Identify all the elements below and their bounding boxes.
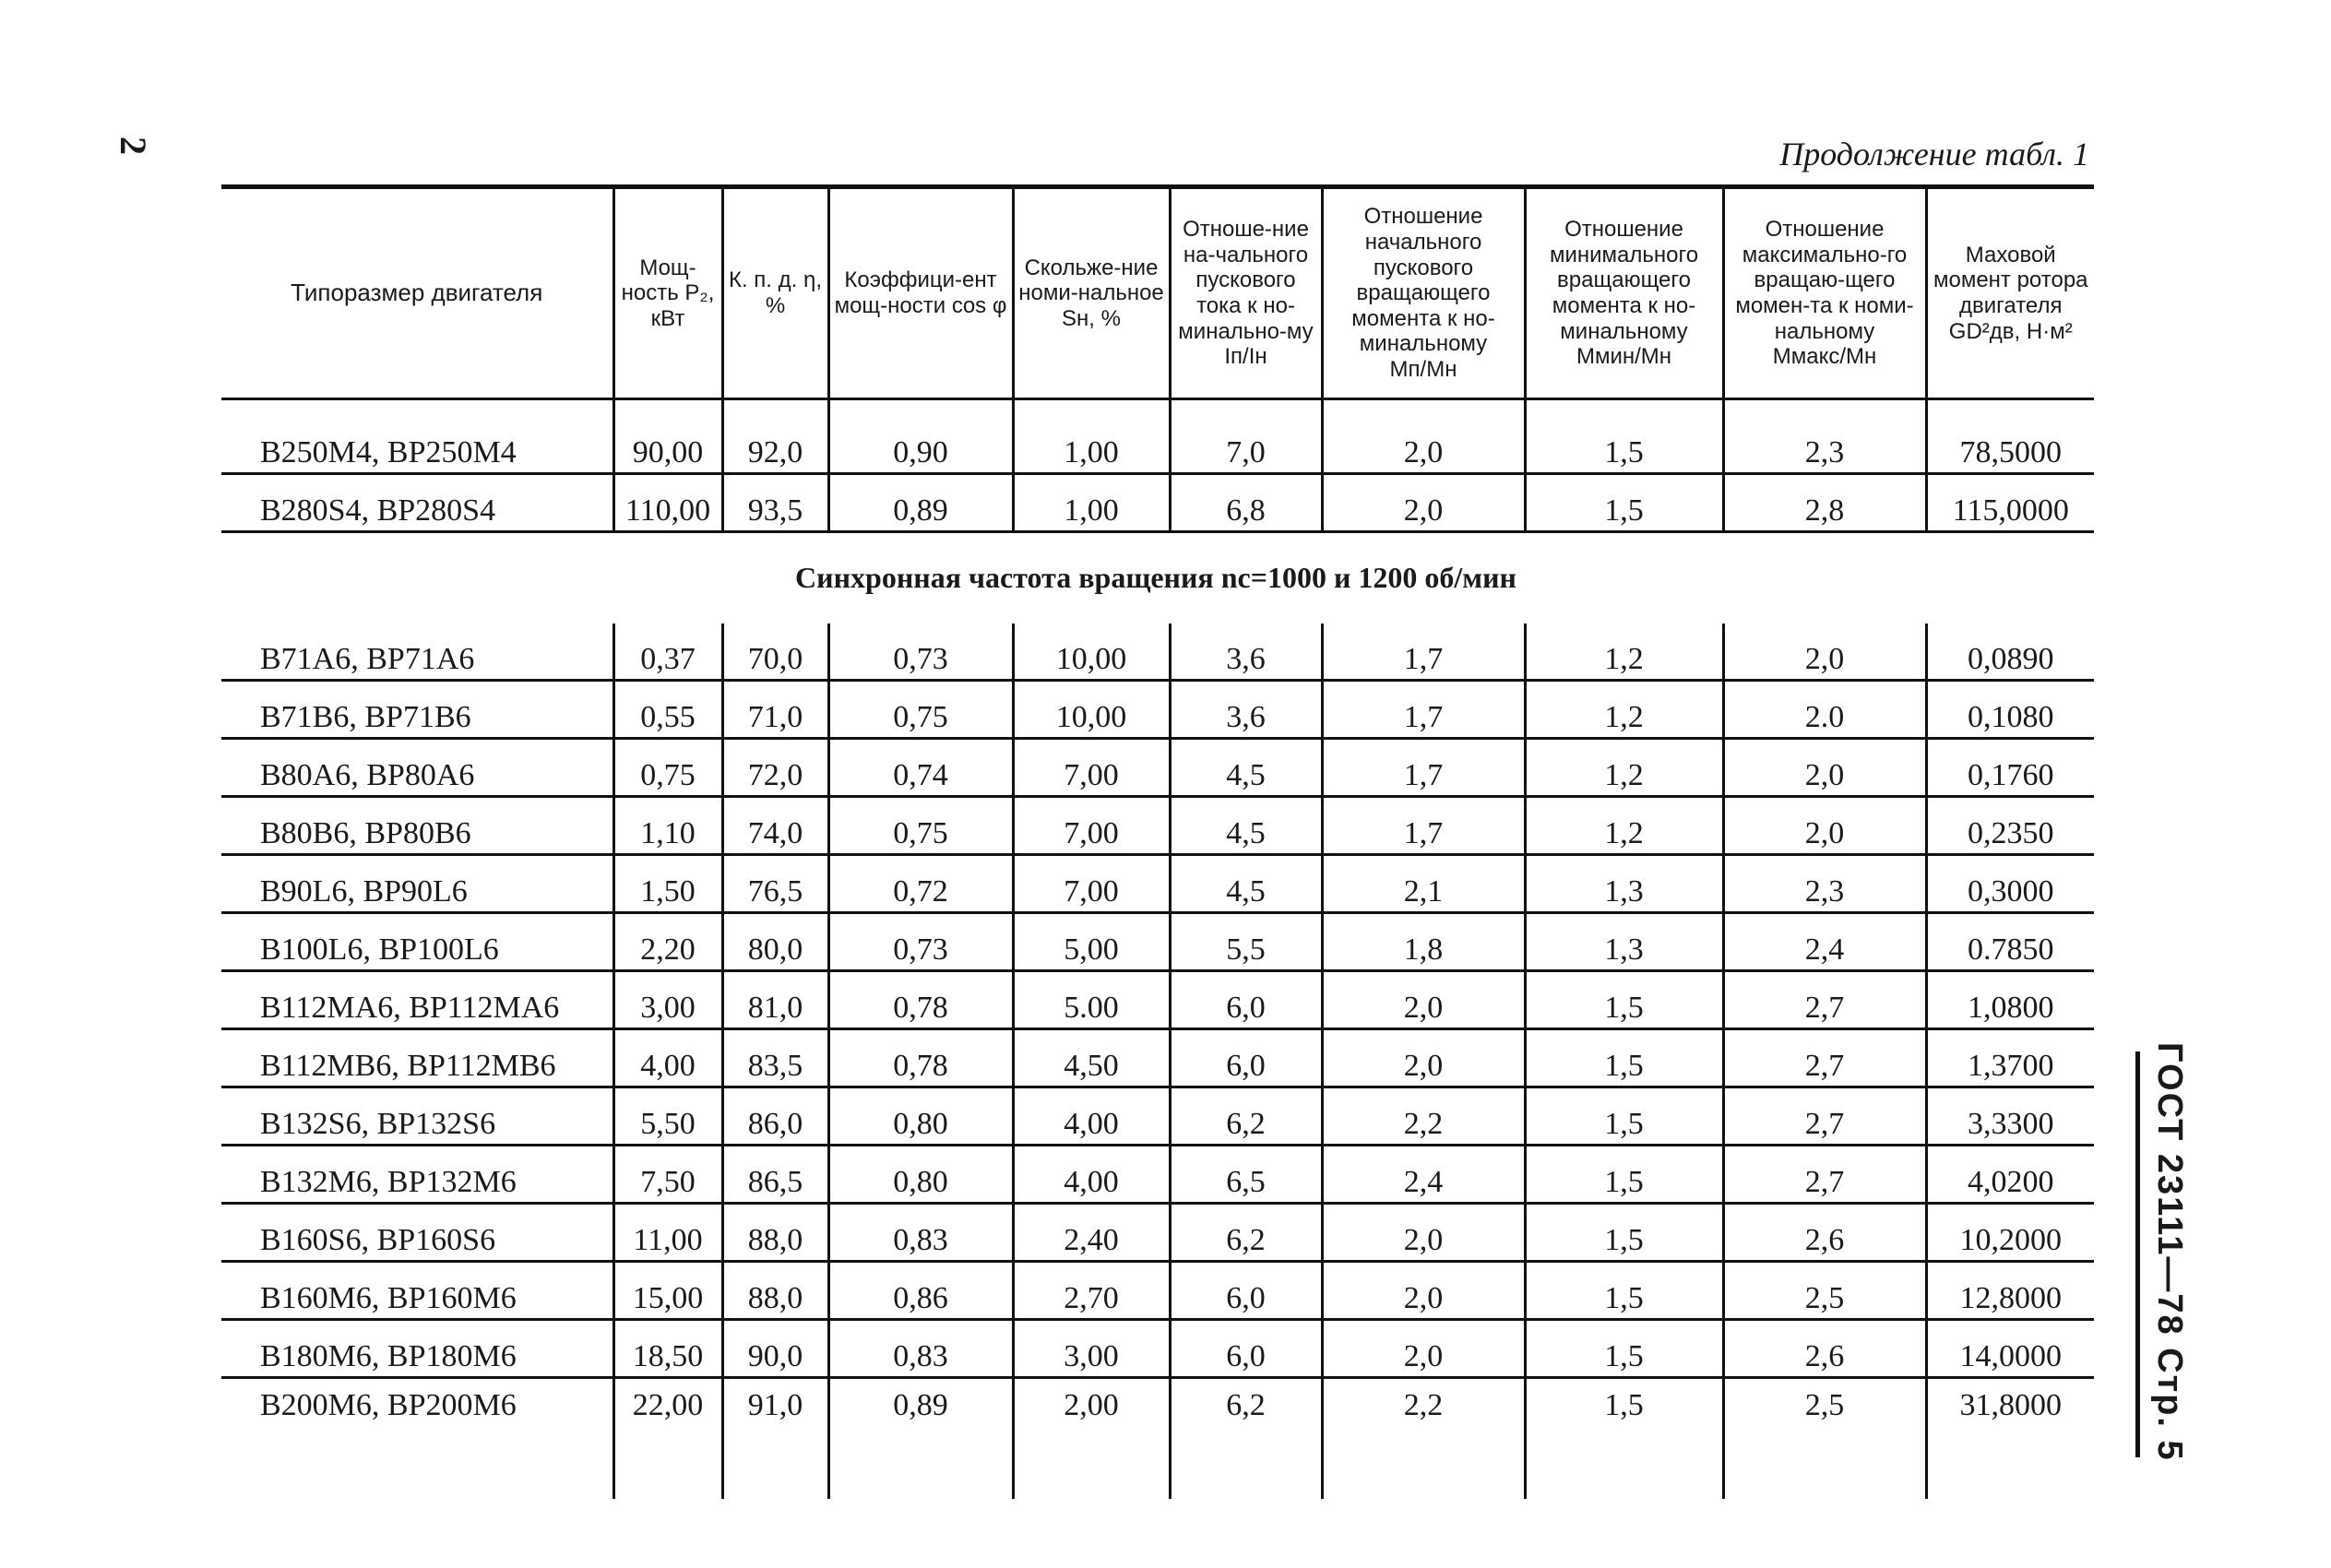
value-cell: 2,2 xyxy=(1322,1087,1525,1146)
value-cell: 1,50 xyxy=(613,855,722,913)
value-cell: 86,5 xyxy=(722,1146,828,1204)
column-header: Отношение начального пускового вращающего момента к но-минальному Mп/Mн xyxy=(1322,189,1525,399)
value-cell: 2,0 xyxy=(1322,1262,1525,1320)
value-cell: 1,7 xyxy=(1322,797,1525,855)
value-cell: 80,0 xyxy=(722,913,828,971)
value-cell: 1,7 xyxy=(1322,739,1525,797)
motor-type-cell: В160S6, ВР160S6 xyxy=(221,1204,613,1262)
value-cell: 0,78 xyxy=(828,1029,1013,1087)
value-cell: 15,00 xyxy=(613,1262,722,1320)
value-cell: 12,8000 xyxy=(1926,1262,2094,1320)
table-row xyxy=(221,971,2094,1029)
table-row xyxy=(221,624,2094,681)
value-cell: 22,00 xyxy=(613,1378,722,1500)
value-cell: 6,2 xyxy=(1170,1204,1322,1262)
value-cell: 4,00 xyxy=(1013,1146,1170,1204)
value-cell: 2,3 xyxy=(1723,399,1926,474)
value-cell: 0,89 xyxy=(828,1378,1013,1500)
table-row xyxy=(221,1029,2094,1087)
value-cell: 3,6 xyxy=(1170,624,1322,681)
value-cell: 2,0 xyxy=(1723,797,1926,855)
value-cell: 4,5 xyxy=(1170,855,1322,913)
value-cell: 4,0200 xyxy=(1926,1146,2094,1204)
value-cell: 0,86 xyxy=(828,1262,1013,1320)
value-cell: 2,5 xyxy=(1723,1378,1926,1500)
value-cell: 0,83 xyxy=(828,1320,1013,1378)
value-cell: 1,2 xyxy=(1525,797,1723,855)
value-cell: 0,1760 xyxy=(1926,739,2094,797)
value-cell: 4,5 xyxy=(1170,739,1322,797)
value-cell: 0,75 xyxy=(613,739,722,797)
value-cell: 0,74 xyxy=(828,739,1013,797)
value-cell: 1,3700 xyxy=(1926,1029,2094,1087)
value-cell: 6,2 xyxy=(1170,1378,1322,1500)
column-header: Отноше-ние на-чального пускового тока к но-минально-му Iп/Iн xyxy=(1170,189,1322,399)
value-cell: 78,5000 xyxy=(1926,399,2094,474)
value-cell: 0,73 xyxy=(828,913,1013,971)
table-continuation-caption: Продолжение табл. 1 xyxy=(1779,136,2089,172)
value-cell: 2,1 xyxy=(1322,855,1525,913)
motor-type-cell: В71А6, ВР71А6 xyxy=(221,624,613,681)
section-title: Синхронная частота вращения nс=1000 и 1200 об/мин xyxy=(795,560,1516,594)
value-cell: 0,2350 xyxy=(1926,797,2094,855)
value-cell: 2,0 xyxy=(1322,399,1525,474)
value-cell: 3,6 xyxy=(1170,681,1322,739)
column-header: Коэффици-ент мощ-ности cos φ xyxy=(828,189,1013,399)
value-cell: 1,2 xyxy=(1525,739,1723,797)
value-cell: 91,0 xyxy=(722,1378,828,1500)
value-cell: 5,00 xyxy=(1013,913,1170,971)
value-cell: 81,0 xyxy=(722,971,828,1029)
motor-type-cell: В90L6, ВР90L6 xyxy=(221,855,613,913)
value-cell: 14,0000 xyxy=(1926,1320,2094,1378)
page-number: 2 xyxy=(113,137,154,155)
value-cell: 7,00 xyxy=(1013,855,1170,913)
side-margin-rule xyxy=(2135,1051,2140,1457)
value-cell: 0,75 xyxy=(828,681,1013,739)
motor-type-cell: В100L6, ВР100L6 xyxy=(221,913,613,971)
value-cell: 1,00 xyxy=(1013,399,1170,474)
value-cell: 90,00 xyxy=(613,399,722,474)
value-cell: 1,5 xyxy=(1525,1087,1723,1146)
value-cell: 0,37 xyxy=(613,624,722,681)
motor-type-cell: В250М4, ВР250М4 xyxy=(221,399,613,474)
column-header: Маховой момент ротора двигателя GD²дв, Н·м² xyxy=(1926,189,2094,399)
value-cell: 4,5 xyxy=(1170,797,1322,855)
value-cell: 4,00 xyxy=(1013,1087,1170,1146)
value-cell: 2,0 xyxy=(1322,474,1525,532)
value-cell: 86,0 xyxy=(722,1087,828,1146)
motor-type-cell: В280S4, ВР280S4 xyxy=(221,474,613,532)
motor-type-cell: В160М6, ВР160М6 xyxy=(221,1262,613,1320)
table-row xyxy=(221,797,2094,855)
value-cell: 1,5 xyxy=(1525,1146,1723,1204)
table-container xyxy=(221,184,2094,1499)
value-cell: 0,55 xyxy=(613,681,722,739)
table-row xyxy=(221,1087,2094,1146)
motor-type-cell: В200М6, ВР200М6 xyxy=(260,1388,517,1422)
motor-type-cell: В71В6, ВР71В6 xyxy=(221,681,613,739)
value-cell: 2,20 xyxy=(613,913,722,971)
table-row xyxy=(221,1378,2094,1500)
value-cell: 0,89 xyxy=(828,474,1013,532)
value-cell: 110,00 xyxy=(613,474,722,532)
value-cell: 0,0890 xyxy=(1926,624,2094,681)
table-header-row xyxy=(221,189,2094,399)
value-cell: 93,5 xyxy=(722,474,828,532)
column-header: Мощ-ность P₂, кВт xyxy=(613,189,722,399)
value-cell: 3,3300 xyxy=(1926,1087,2094,1146)
value-cell: 2,0 xyxy=(1322,971,1525,1029)
value-cell: 6,0 xyxy=(1170,1320,1322,1378)
value-cell: 2,0 xyxy=(1723,739,1926,797)
value-cell: 1,7 xyxy=(1322,624,1525,681)
value-cell: 1,3 xyxy=(1525,855,1723,913)
value-cell: 2.0 xyxy=(1723,681,1926,739)
value-cell: 7,00 xyxy=(1013,797,1170,855)
value-cell: 90,0 xyxy=(722,1320,828,1378)
value-cell: 2,7 xyxy=(1723,1029,1926,1087)
value-cell: 5.00 xyxy=(1013,971,1170,1029)
motor-type-cell: В132S6, ВР132S6 xyxy=(221,1087,613,1146)
column-header: Отношение максимально-го вращаю-щего момен-та к номи-нальному Mмакс/Mн xyxy=(1723,189,1926,399)
value-cell: 1,5 xyxy=(1525,1378,1723,1500)
value-cell: 10,00 xyxy=(1013,681,1170,739)
value-cell: 0,80 xyxy=(828,1087,1013,1146)
table-row xyxy=(221,739,2094,797)
table-row xyxy=(221,913,2094,971)
value-cell: 4,50 xyxy=(1013,1029,1170,1087)
value-cell: 0,75 xyxy=(828,797,1013,855)
table-row xyxy=(221,1146,2094,1204)
value-cell: 71,0 xyxy=(722,681,828,739)
value-cell: 0,72 xyxy=(828,855,1013,913)
value-cell: 10,00 xyxy=(1013,624,1170,681)
value-cell: 0,73 xyxy=(828,624,1013,681)
value-cell: 2,2 xyxy=(1322,1378,1525,1500)
value-cell: 1,5 xyxy=(1525,1204,1723,1262)
motor-parameters-table xyxy=(221,189,2094,1499)
motor-type-cell: В112МА6, ВР112МА6 xyxy=(221,971,613,1029)
table-row xyxy=(221,1204,2094,1262)
value-cell: 2,5 xyxy=(1723,1262,1926,1320)
value-cell: 0,78 xyxy=(828,971,1013,1029)
column-header: К. п. д. η, % xyxy=(722,189,828,399)
value-cell: 72,0 xyxy=(722,739,828,797)
value-cell: 88,0 xyxy=(722,1204,828,1262)
motor-type-cell: В80А6, ВР80А6 xyxy=(221,739,613,797)
value-cell: 18,50 xyxy=(613,1320,722,1378)
value-cell: 4,00 xyxy=(613,1029,722,1087)
value-cell: 7,00 xyxy=(1013,739,1170,797)
column-header: Отношение минимального вращающего момента к но-минальному Mмин/Mн xyxy=(1525,189,1723,399)
value-cell: 115,0000 xyxy=(1926,474,2094,532)
value-cell: 3,00 xyxy=(1013,1320,1170,1378)
value-cell: 7,50 xyxy=(613,1146,722,1204)
value-cell: 6,2 xyxy=(1170,1087,1322,1146)
table-row xyxy=(221,1262,2094,1320)
value-cell: 6,8 xyxy=(1170,474,1322,532)
table-row xyxy=(221,1320,2094,1378)
value-cell: 1,5 xyxy=(1525,1320,1723,1378)
table-row xyxy=(221,681,2094,739)
value-cell: 2,00 xyxy=(1013,1378,1170,1500)
value-cell: 1,10 xyxy=(613,797,722,855)
value-cell: 1,8 xyxy=(1322,913,1525,971)
value-cell: 1,2 xyxy=(1525,681,1723,739)
table-row xyxy=(221,399,2094,474)
table-row xyxy=(221,474,2094,532)
value-cell: 0.7850 xyxy=(1926,913,2094,971)
value-cell: 1,5 xyxy=(1525,971,1723,1029)
value-cell: 2,6 xyxy=(1723,1320,1926,1378)
value-cell: 0,83 xyxy=(828,1204,1013,1262)
standard-reference: ГОСТ 23111—78 Стр. 5 xyxy=(2150,1042,2189,1462)
value-cell: 83,5 xyxy=(722,1029,828,1087)
value-cell: 5,5 xyxy=(1170,913,1322,971)
value-cell: 10,2000 xyxy=(1926,1204,2094,1262)
value-cell: 1,00 xyxy=(1013,474,1170,532)
value-cell: 3,00 xyxy=(613,971,722,1029)
value-cell: 11,00 xyxy=(613,1204,722,1262)
value-cell: 2,70 xyxy=(1013,1262,1170,1320)
value-cell: 92,0 xyxy=(722,399,828,474)
value-cell: 2,7 xyxy=(1723,1146,1926,1204)
section-row xyxy=(221,532,2094,624)
value-cell: 2,40 xyxy=(1013,1204,1170,1262)
table-body xyxy=(221,399,2094,1500)
value-cell: 1,5 xyxy=(1525,474,1723,532)
value-cell: 1,2 xyxy=(1525,624,1723,681)
value-cell: 0,1080 xyxy=(1926,681,2094,739)
value-cell: 31,8000 xyxy=(1926,1378,2094,1500)
value-cell: 1,5 xyxy=(1525,1262,1723,1320)
value-cell: 2,7 xyxy=(1723,971,1926,1029)
value-cell: 1,7 xyxy=(1322,681,1525,739)
value-cell: 1,3 xyxy=(1525,913,1723,971)
value-cell: 2,8 xyxy=(1723,474,1926,532)
value-cell: 0,3000 xyxy=(1926,855,2094,913)
value-cell: 1,5 xyxy=(1525,1029,1723,1087)
table-row xyxy=(221,855,2094,913)
column-header: Типоразмер двигателя xyxy=(221,189,613,399)
value-cell: 70,0 xyxy=(722,624,828,681)
motor-type-cell: В132М6, ВР132М6 xyxy=(221,1146,613,1204)
value-cell: 2,0 xyxy=(1723,624,1926,681)
value-cell: 6,0 xyxy=(1170,1029,1322,1087)
value-cell: 6,0 xyxy=(1170,971,1322,1029)
value-cell: 0,80 xyxy=(828,1146,1013,1204)
value-cell: 6,0 xyxy=(1170,1262,1322,1320)
value-cell: 2,0 xyxy=(1322,1320,1525,1378)
column-header: Скольже-ние номи-нальное Sн, % xyxy=(1013,189,1170,399)
motor-type-cell: В180М6, ВР180М6 xyxy=(221,1320,613,1378)
value-cell: 88,0 xyxy=(722,1262,828,1320)
value-cell: 2,4 xyxy=(1723,913,1926,971)
value-cell: 2,4 xyxy=(1322,1146,1525,1204)
value-cell: 2,3 xyxy=(1723,855,1926,913)
value-cell: 6,5 xyxy=(1170,1146,1322,1204)
motor-type-cell: В112МВ6, ВР112МВ6 xyxy=(221,1029,613,1087)
value-cell: 2,0 xyxy=(1322,1029,1525,1087)
value-cell: 5,50 xyxy=(613,1087,722,1146)
value-cell: 0,90 xyxy=(828,399,1013,474)
motor-type-cell: В80В6, ВР80В6 xyxy=(221,797,613,855)
value-cell: 74,0 xyxy=(722,797,828,855)
value-cell: 2,0 xyxy=(1322,1204,1525,1262)
value-cell: 2,7 xyxy=(1723,1087,1926,1146)
value-cell: 1,5 xyxy=(1525,399,1723,474)
value-cell: 7,0 xyxy=(1170,399,1322,474)
value-cell: 1,0800 xyxy=(1926,971,2094,1029)
value-cell: 76,5 xyxy=(722,855,828,913)
value-cell: 2,6 xyxy=(1723,1204,1926,1262)
